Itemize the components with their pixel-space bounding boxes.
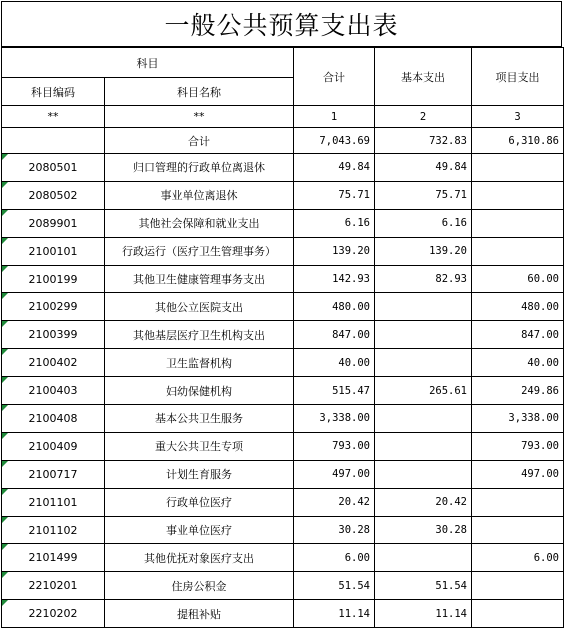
table-header	[2, 48, 564, 154]
table-row	[2, 460, 564, 488]
total-col-number: 1	[294, 106, 375, 128]
row-project	[472, 237, 564, 265]
row-basic: 139.20	[375, 237, 472, 265]
row-name: 事业单位离退休	[105, 181, 294, 209]
row-name: 基本公共卫生服务	[105, 405, 294, 433]
row-basic: 20.42	[375, 488, 472, 516]
row-name: 其他优抚对象医疗支出	[105, 544, 294, 572]
row-total: 515.47	[294, 377, 375, 405]
table-row	[2, 265, 564, 293]
row-basic	[375, 405, 472, 433]
row-basic: 51.54	[375, 572, 472, 600]
subject-header: 科目	[2, 48, 294, 78]
row-total: 30.28	[294, 516, 375, 544]
row-total: 51.54	[294, 572, 375, 600]
summary-total: 7,043.69	[294, 128, 375, 154]
table-row	[2, 516, 564, 544]
row-project	[472, 572, 564, 600]
total-header: 合计	[294, 48, 375, 106]
row-total: 6.16	[294, 209, 375, 237]
row-basic	[375, 432, 472, 460]
row-total: 20.42	[294, 488, 375, 516]
row-code: 2100101	[2, 237, 105, 265]
table-row	[2, 209, 564, 237]
row-project: 60.00	[472, 265, 564, 293]
row-project: 3,338.00	[472, 405, 564, 433]
row-total: 793.00	[294, 432, 375, 460]
table-row	[2, 572, 564, 600]
row-name: 计划生育服务	[105, 460, 294, 488]
row-project: 480.00	[472, 293, 564, 321]
row-project: 40.00	[472, 349, 564, 377]
row-code: 2101101	[2, 488, 105, 516]
summary-project: 6,310.86	[472, 128, 564, 154]
summary-label: 合计	[105, 128, 294, 154]
row-basic: 75.71	[375, 181, 472, 209]
row-project	[472, 600, 564, 628]
project-col-number: 3	[472, 106, 564, 128]
row-basic: 265.61	[375, 377, 472, 405]
row-project	[472, 488, 564, 516]
row-code: 2100403	[2, 377, 105, 405]
row-name: 行政单位医疗	[105, 488, 294, 516]
summary-basic: 732.83	[375, 128, 472, 154]
row-code: 2080502	[2, 181, 105, 209]
row-total: 139.20	[294, 237, 375, 265]
row-name: 妇幼保健机构	[105, 377, 294, 405]
row-basic	[375, 460, 472, 488]
row-code: 2101499	[2, 544, 105, 572]
table-row	[2, 237, 564, 265]
row-code: 2100717	[2, 460, 105, 488]
row-total: 497.00	[294, 460, 375, 488]
table-row	[2, 377, 564, 405]
row-code: 2100408	[2, 405, 105, 433]
table-row	[2, 432, 564, 460]
row-code: 2100409	[2, 432, 105, 460]
table-row	[2, 181, 564, 209]
row-name: 其他社会保障和就业支出	[105, 209, 294, 237]
row-basic: 11.14	[375, 600, 472, 628]
name-header: 科目名称	[105, 78, 294, 106]
row-code: 2080501	[2, 154, 105, 182]
row-total: 480.00	[294, 293, 375, 321]
row-code: 2100299	[2, 293, 105, 321]
project-header: 项目支出	[472, 48, 564, 106]
row-code: 2100402	[2, 349, 105, 377]
row-total: 142.93	[294, 265, 375, 293]
name-marker: **	[105, 106, 294, 128]
table-row	[2, 544, 564, 572]
row-basic	[375, 544, 472, 572]
row-basic: 49.84	[375, 154, 472, 182]
row-name: 其他卫生健康管理事务支出	[105, 265, 294, 293]
row-code: 2210202	[2, 600, 105, 628]
table-row	[2, 488, 564, 516]
row-project: 847.00	[472, 321, 564, 349]
row-basic	[375, 349, 472, 377]
row-total: 847.00	[294, 321, 375, 349]
basic-header: 基本支出	[375, 48, 472, 106]
row-name: 卫生监督机构	[105, 349, 294, 377]
table-row	[2, 600, 564, 628]
row-name: 其他基层医疗卫生机构支出	[105, 321, 294, 349]
row-project: 497.00	[472, 460, 564, 488]
row-project: 793.00	[472, 432, 564, 460]
row-project: 249.86	[472, 377, 564, 405]
row-project: 6.00	[472, 544, 564, 572]
row-code: 2089901	[2, 209, 105, 237]
row-name: 提租补贴	[105, 600, 294, 628]
row-basic: 6.16	[375, 209, 472, 237]
table-row	[2, 349, 564, 377]
row-basic	[375, 321, 472, 349]
row-basic	[375, 293, 472, 321]
table-body	[2, 154, 564, 628]
row-name: 行政运行（医疗卫生管理事务）	[105, 237, 294, 265]
row-total: 6.00	[294, 544, 375, 572]
table-row	[2, 405, 564, 433]
row-basic: 30.28	[375, 516, 472, 544]
code-header: 科目编码	[2, 78, 105, 106]
row-total: 40.00	[294, 349, 375, 377]
row-code: 2210201	[2, 572, 105, 600]
table-row	[2, 321, 564, 349]
code-marker: **	[2, 106, 105, 128]
row-total: 49.84	[294, 154, 375, 182]
row-total: 3,338.00	[294, 405, 375, 433]
basic-col-number: 2	[375, 106, 472, 128]
expenditure-table	[1, 47, 564, 628]
row-code: 2100199	[2, 265, 105, 293]
row-code: 2100399	[2, 321, 105, 349]
row-code: 2101102	[2, 516, 105, 544]
row-total: 11.14	[294, 600, 375, 628]
summary-code	[2, 128, 105, 154]
table-row	[2, 293, 564, 321]
row-project	[472, 516, 564, 544]
row-project	[472, 209, 564, 237]
page-title: 一般公共预算支出表	[1, 1, 562, 47]
row-project	[472, 181, 564, 209]
row-basic: 82.93	[375, 265, 472, 293]
table-row	[2, 154, 564, 182]
row-total: 75.71	[294, 181, 375, 209]
row-name: 归口管理的行政单位离退休	[105, 154, 294, 182]
row-name: 其他公立医院支出	[105, 293, 294, 321]
row-project	[472, 154, 564, 182]
row-name: 事业单位医疗	[105, 516, 294, 544]
row-name: 住房公积金	[105, 572, 294, 600]
row-name: 重大公共卫生专项	[105, 432, 294, 460]
